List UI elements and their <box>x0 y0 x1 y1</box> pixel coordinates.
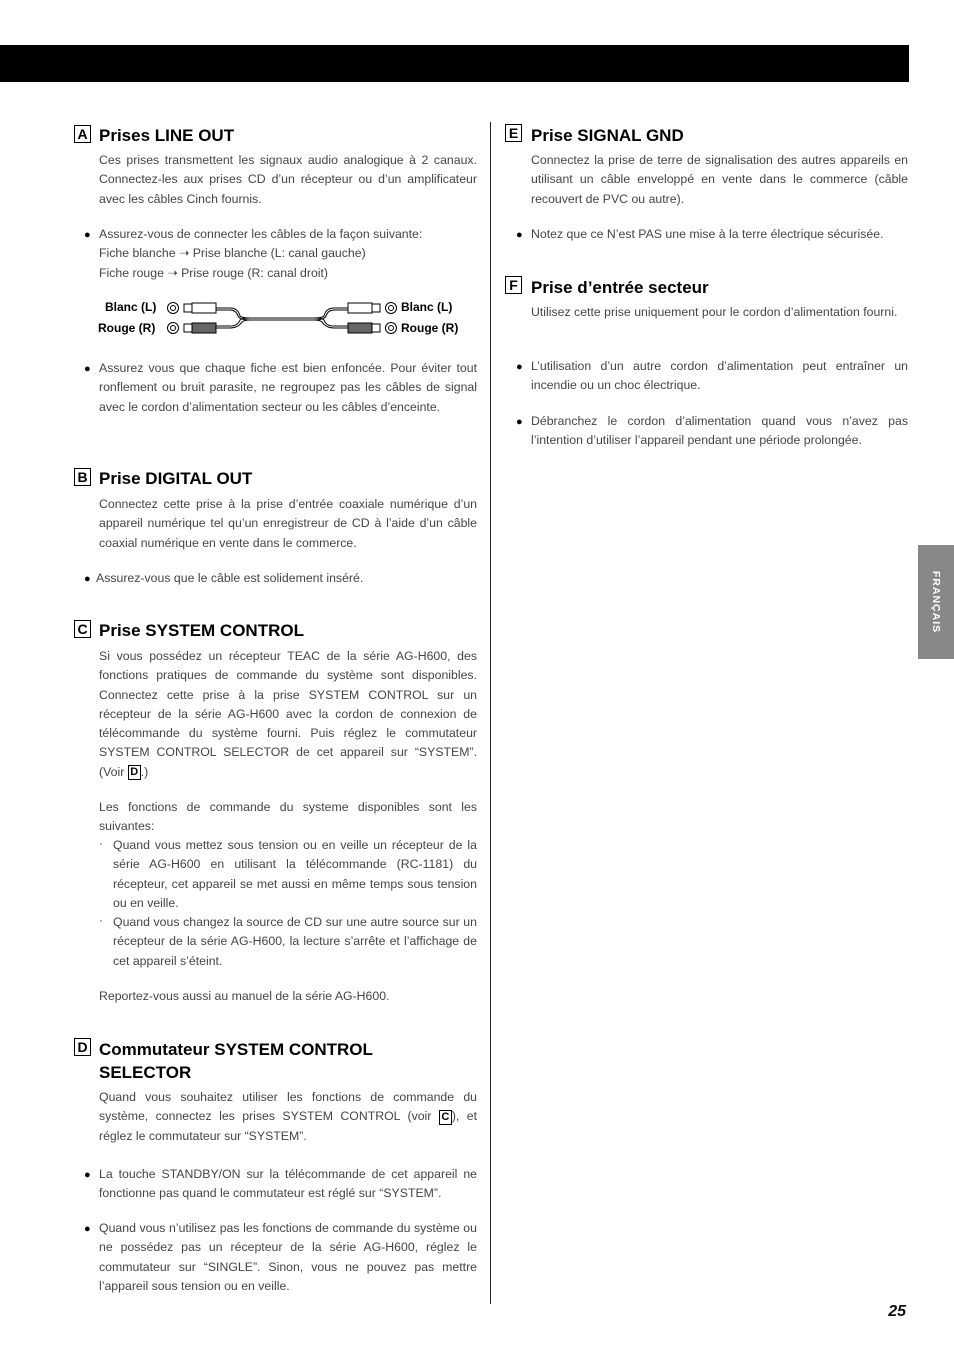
plug-white-label: Fiche blanche <box>99 246 176 261</box>
section-b-bullet1: Assurez-vous que le câble est solidement inséré. <box>96 571 364 585</box>
section-c-sub2: Quand vous changez la source de CD sur une autre source sur un récepteur de la série AG-H600, la lecture s’arrête et l’affichage de cet appareil s’éteint. <box>113 915 477 968</box>
section-badge-a: A <box>74 125 91 143</box>
cable-right-red-label: Rouge (R) <box>401 321 459 335</box>
section-title-f: Prise d’entrée secteur <box>531 278 709 297</box>
bullet-icon: ● <box>516 416 523 428</box>
arrow-right-icon: ➝ <box>167 265 178 280</box>
section-badge-c: C <box>74 620 91 638</box>
section-e-bullet1: Notez que ce N’est PAS une mise à la terre électrique sécurisée. <box>531 227 884 241</box>
arrow-right-icon: ➝ <box>178 246 190 261</box>
section-title-c: Prise SYSTEM CONTROL <box>99 621 304 640</box>
page-number: 25 <box>888 1303 906 1320</box>
section-d-intro: Quand vous souhaitez utiliser les fonctions de commande du système, connectez les prises SYSTEM CONTROL (voir C ), et réglez le commutateur sur “SYSTEM”. <box>99 1090 477 1143</box>
section-a-bullet1-line2 <box>99 244 477 263</box>
bullet-icon: ● <box>516 361 523 373</box>
section-b-intro: Connectez cette prise à la prise d’entrée coaxiale numérique d’un appareil numérique tel qu’un enregistreur de CD à l’aide d’un câble coaxial numérique en vente dans le commerce. <box>99 497 477 550</box>
bullet-icon: ● <box>84 229 91 241</box>
language-tab-label: FRANÇAIS <box>930 570 942 634</box>
ref-badge-d: D <box>128 765 141 780</box>
section-title-d: Commutateur SYSTEM CONTROL SELECTOR <box>99 1040 373 1082</box>
jack-red-label: Prise rouge (R: canal droit) <box>181 265 329 280</box>
section-badge-b: B <box>74 468 91 486</box>
section-a-bullet1 <box>99 225 477 283</box>
bullet-icon: ● <box>84 363 91 375</box>
cable-left-white-label: Blanc (L) <box>105 300 157 314</box>
cable-left-red-label: Rouge (R) <box>98 321 156 335</box>
section-title-a: Prises LINE OUT <box>99 126 235 145</box>
ref-badge-c: C <box>439 1110 452 1125</box>
bullet-icon: ● <box>84 1223 91 1235</box>
section-d-bullet2: Quand vous n’utilisez pas les fonctions de commande du système ou ne possédez pas un récepteur de la série AG-H600, réglez le commutateur sur “SINGLE”. Sinon, vous ne pouvez pas mettre l’appareil sous tension ou en veille. <box>99 1221 477 1293</box>
sub-bullet-icon: · <box>99 836 103 850</box>
section-badge-d: D <box>74 1038 91 1056</box>
section-c-para2: Les fonctions de commande du systeme disponibles sont les suivantes: <box>99 800 477 834</box>
jack-white-label: Prise blanche (L: canal gauche) <box>192 246 366 261</box>
language-tab <box>918 545 954 659</box>
section-a-intro: Ces prises transmettent les signaux audio analogique à 2 canaux. Connectez-les aux prises CD d’un récepteur ou d’un amplificateur avec les câbles Cinch fournis. <box>99 153 477 206</box>
header-bar <box>0 45 909 82</box>
bullet-icon: ● <box>84 573 91 585</box>
section-c-intro: Si vous possédez un récepteur TEAC de la série AG-H600, des fonctions pratiques de commande du système sont disponibles. Connectez cette prise à la prise SYSTEM CONTROL sur un récepteur de la série AG-H600 avec la cordon de connexion de télécommande du système fourni. Puis réglez le commutateur SYSTEM CONTROL SELECTOR de cet appareil sur “SYSTEM”. (Voir D .) <box>99 649 477 779</box>
section-title-b: Prise DIGITAL OUT <box>99 469 253 488</box>
section-f-intro: Utilisez cette prise uniquement pour le cordon d’alimentation fourni. <box>531 305 898 319</box>
section-d-bullet1: La touche STANDBY/ON sur la télécommande de cet appareil ne fonctionne pas quand le commutateur est réglé sur “SYSTEM”. <box>99 1167 477 1201</box>
cable-right-white-label: Blanc (L) <box>401 300 453 314</box>
column-divider <box>490 122 491 1304</box>
section-a-bullet1-line1: Assurez-vous de connecter les câbles de la façon suivante: <box>99 227 423 241</box>
section-e-intro: Connectez la prise de terre de signalisation des autres appareils en utilisant un câble enveloppé en vente dans le commerce (câble recouvert de PVC ou autre). <box>531 153 908 206</box>
section-badge-e: E <box>505 124 522 142</box>
bullet-icon: ● <box>516 229 523 241</box>
section-f-bullet1: L’utilisation d’un autre cordon d’alimentation peut entraîner un incendie ou un choc électrique. <box>531 359 908 393</box>
rca-cable-icon <box>160 296 405 338</box>
section-f-bullet2: Débranchez le cordon d’alimentation quand vous n’avez pas l’intention d’utiliser l’appareil pendant une période prolongée. <box>531 414 908 448</box>
section-c-para3: Reportez-vous aussi au manuel de la série AG-H600. <box>99 989 390 1003</box>
sub-bullet-icon: · <box>99 913 103 927</box>
section-a-bullet2: Assurez vous que chaque fiche est bien enfoncée. Pour éviter tout ronflement ou bruit parasite, ne regroupez pas les câbles de signal avec le cordon d’alimentation secteur ou les câbles d’enceinte. <box>99 361 477 414</box>
section-a-bullet1-line3 <box>99 264 477 283</box>
section-c-sub1: Quand vous mettez sous tension ou en veille un récepteur de la série AG-H600 en utilisant la télécommande (RC-1181) du récepteur, cet appareil se met aussi en même temps sous tension ou en veille. <box>113 838 477 910</box>
section-title-e: Prise SIGNAL GND <box>531 126 684 145</box>
plug-red-label: Fiche rouge <box>99 265 164 280</box>
bullet-icon: ● <box>84 1169 91 1181</box>
section-badge-f: F <box>505 276 522 294</box>
